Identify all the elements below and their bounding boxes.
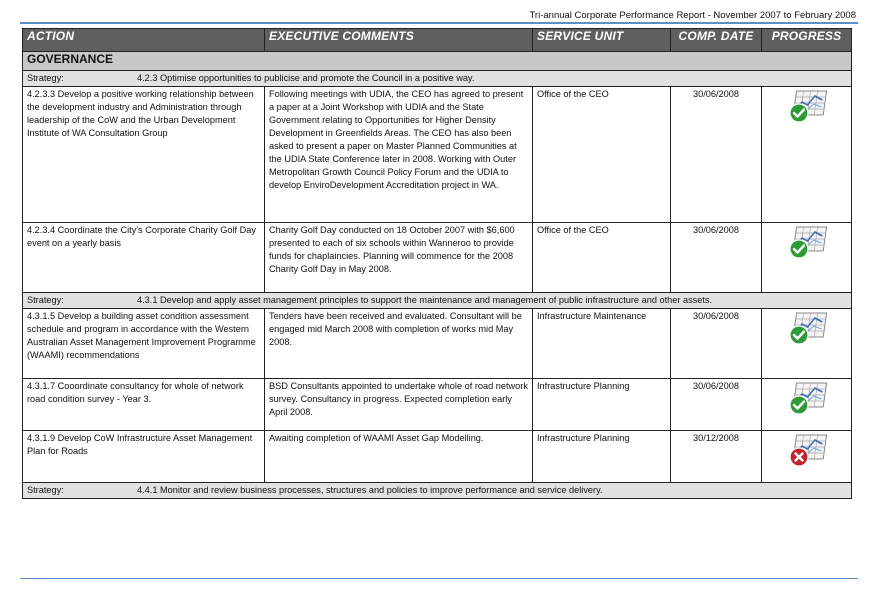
- header-row: [23, 29, 852, 52]
- service-unit-cell: Infrastructure Planning: [533, 431, 671, 483]
- report-title: Tri-annual Corporate Performance Report - November 2007 to February 2008: [529, 10, 856, 21]
- table-row: [23, 379, 852, 431]
- comments-cell: BSD Consultants appointed to undertake whole of road network survey. Consultancy in progress. Expected completion early April 2008.: [265, 379, 533, 431]
- action-cell: 4.3.1.7 Cooordinate consultancy for whole of network road condition survey - Year 3.: [23, 379, 265, 431]
- progress-cell: [762, 431, 852, 483]
- strategy-label: Strategy:: [27, 73, 64, 83]
- progress-cell: [762, 379, 852, 431]
- strategy-row: [23, 71, 852, 87]
- progress-cell: [762, 309, 852, 379]
- service-unit-cell: Office of the CEO: [533, 87, 671, 223]
- comments-cell: Tenders have been received and evaluated. Consultant will be engaged mid March 2008 with completion of works mid May 2008.: [265, 309, 533, 379]
- header-comp-date: COMP. DATE: [671, 29, 762, 52]
- comp-date-cell: 30/06/2008: [671, 379, 762, 431]
- strategy-row: [23, 483, 852, 499]
- progress-incomplete-icon: [785, 432, 829, 468]
- service-unit-cell: Infrastructure Maintenance: [533, 309, 671, 379]
- progress-complete-icon: [785, 224, 829, 260]
- strategy-text: 4.2.3 Optimise opportunities to publicise and promote the Council in a positive way.: [137, 73, 475, 83]
- progress-cell: [762, 223, 852, 293]
- strategy-cell: [23, 483, 852, 499]
- action-cell: 4.2.3.4 Coordinate the City's Corporate Charity Golf Day event on a yearly basis: [23, 223, 265, 293]
- comments-cell: Following meetings with UDIA, the CEO has agreed to present a paper at a Joint Workshop with UDIA and the State Government relating to Opportunities for Higher Density Development in Greenfields Areas. The CEO has also been asked to present a paper on Master Planned Communities at the UDIA State Conference later in 2008. Working with Outer Metropolitan Growth Council Policy Forum and the UDIA to develop EnviroDevelopment Accreditation project in WA.: [265, 87, 533, 223]
- action-cell: 4.3.1.9 Develop CoW Infrastructure Asset Management Plan for Roads: [23, 431, 265, 483]
- table-row: [23, 87, 852, 223]
- progress-cell: [762, 87, 852, 223]
- comments-cell: Charity Golf Day conducted on 18 October 2007 with $6,600 presented to each of six schools within Wanneroo to provide funds for chaplaincies. Planning will commence for the 2008 Charity Golf Day in May 2008.: [265, 223, 533, 293]
- header-service-unit: SERVICE UNIT: [533, 29, 671, 52]
- action-cell: 4.2.3.3 Develop a positive working relationship between the development industry and Administration through leadership of the CoW and the Urban Development Institute of WA Consultation Group: [23, 87, 265, 223]
- table-row: [23, 431, 852, 483]
- section-row: [23, 52, 852, 71]
- table-row: [23, 223, 852, 293]
- performance-table: [22, 28, 852, 499]
- header-progress: PROGRESS: [762, 29, 852, 52]
- table-row: [23, 309, 852, 379]
- progress-complete-icon: [785, 380, 829, 416]
- header-action: ACTION: [23, 29, 265, 52]
- service-unit-cell: Office of the CEO: [533, 223, 671, 293]
- strategy-label: Strategy:: [27, 485, 64, 495]
- strategy-row: [23, 293, 852, 309]
- section-title: GOVERNANCE: [23, 52, 852, 71]
- comp-date-cell: 30/12/2008: [671, 431, 762, 483]
- progress-complete-icon: [785, 88, 829, 124]
- strategy-text: 4.3.1 Develop and apply asset management principles to support the maintenance and management of public infrastructure and other assets.: [137, 295, 713, 305]
- comp-date-cell: 30/06/2008: [671, 87, 762, 223]
- strategy-cell: [23, 293, 852, 309]
- strategy-cell: [23, 71, 852, 87]
- comp-date-cell: 30/06/2008: [671, 223, 762, 293]
- service-unit-cell: Infrastructure Planning: [533, 379, 671, 431]
- footer-rule: [20, 578, 858, 579]
- comments-cell: Awaiting completion of WAAMI Asset Gap Modelling.: [265, 431, 533, 483]
- strategy-text: 4.4.1 Monitor and review business processes, structures and policies to improve performance and service delivery.: [137, 485, 603, 495]
- action-cell: 4.3.1.5 Develop a building asset condition assessment schedule and program in accordance with the Western Australian Asset Management Improvement Programme (WAAMI) recommendations: [23, 309, 265, 379]
- progress-complete-icon: [785, 310, 829, 346]
- comp-date-cell: 30/06/2008: [671, 309, 762, 379]
- strategy-label: Strategy:: [27, 295, 64, 305]
- header-comments: EXECUTIVE COMMENTS: [265, 29, 533, 52]
- title-rule: [20, 22, 858, 24]
